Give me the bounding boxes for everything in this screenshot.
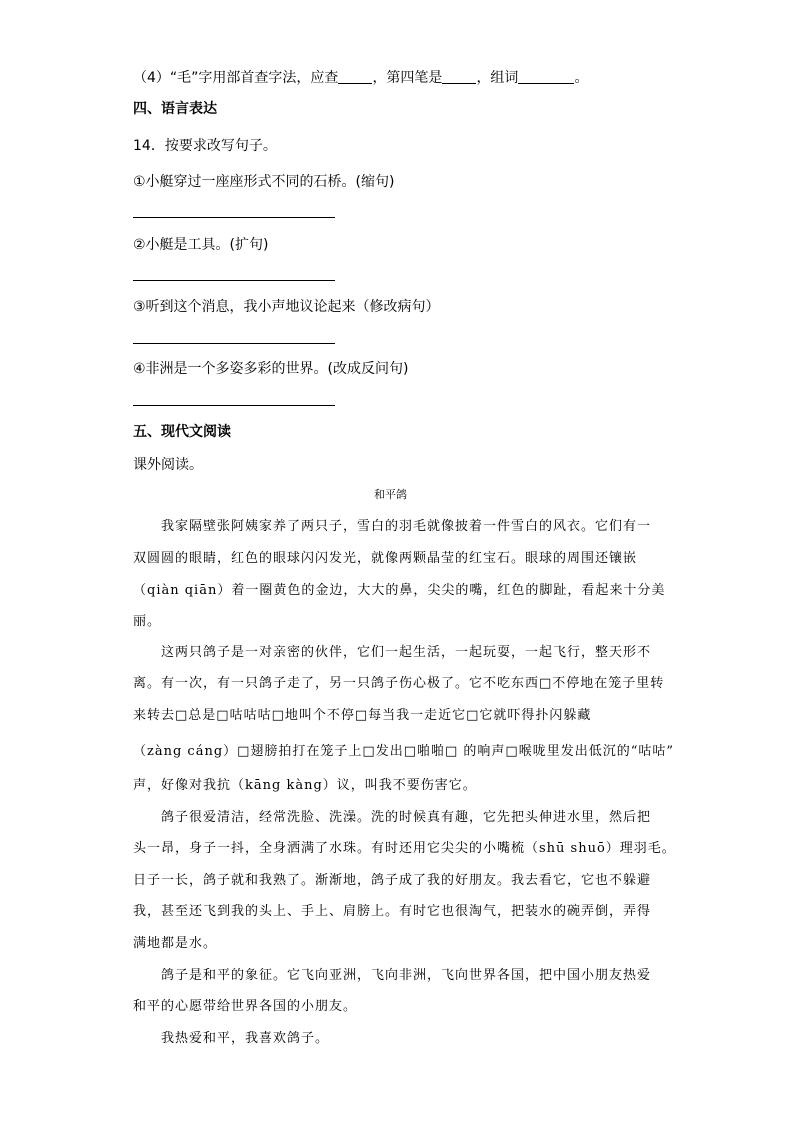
passage-line: 我，甚至还飞到我的头上、手上、肩膀上。有时它也很淘气，把装水的碗弄倒，弄得 [133, 904, 652, 919]
answer-blank-word[interactable] [518, 69, 574, 84]
passage-line: 满地都是水。 [133, 936, 218, 951]
passage-line: 我热爱和平，我喜欢鸽子。 [161, 1031, 330, 1046]
passage-line: 来转去□总是□咕咕咕□地叫个不停□每当我一走近它□它就吓得扑闪躲藏 [133, 708, 592, 723]
passage-line: 声，好像对我抗（kāng kàng）议，叫我不要伤害它。 [133, 778, 477, 793]
q14-item-1: ①小艇穿过一座座形式不同的石桥。(缩句) [133, 174, 395, 190]
passage-line: 这两只鸽子是一对亲密的伙伴，它们一起生活，一起玩耍，一起飞行，整天形不 [161, 645, 652, 660]
reading-intro: 课外阅读。 [133, 457, 203, 473]
passage-line: 鸽子很爱清洁，经常洗脸、洗澡。洗的时候真有趣，它先把头伸进水里，然后把 [161, 810, 652, 825]
question-text-part1: “毛”字用部首查字法，应查 [169, 70, 339, 86]
passage-line: 丽。 [133, 614, 162, 629]
passage-line: 离。有一次，有一只鸽子走了，另一只鸽子伤心极了。它不吃东西□不停地在笼子里转 [133, 676, 665, 691]
passage-line: 我家隔壁张阿姨家养了两只子，雪白的羽毛就像披着一件雪白的风衣。它们有一 [161, 519, 652, 534]
question-text-part3: ，组词 [476, 70, 519, 86]
answer-line-2[interactable] [133, 280, 335, 281]
question-text-end: 。 [574, 70, 589, 86]
passage-line: 日子一长，鸽子就和我熟了。渐渐地，鸽子成了我的好朋友。我去看它，它也不躲避 [133, 873, 652, 888]
q14-item-4: ④非洲是一个多姿多彩的世界。(改成反问句) [133, 361, 409, 377]
passage-line: （zàng cáng）□翅膀拍打在笼子上□发出□啪啪□ 的响声□喉咙里发出低沉的“咕咕” [133, 744, 674, 759]
answer-blank-fourth-stroke[interactable] [442, 69, 476, 84]
passage-line: 双圆圆的眼睛，红色的眼球闪闪发光，就像两颗晶莹的红宝石。眼球的周围还镶嵌 [133, 551, 638, 566]
question-14-stem: 14．按要求改写句子。 [133, 138, 277, 154]
answer-line-1[interactable] [133, 217, 335, 218]
section-heading-5: 五、现代文阅读 [133, 424, 231, 440]
passage-line: 鸽子是和平的象征。它飞向亚洲，飞向非洲，飞向世界各国，把中国小朋友热爱 [161, 968, 652, 983]
answer-line-3[interactable] [133, 343, 335, 344]
section-heading-4: 四、语言表达 [133, 101, 217, 117]
question-text-part2: ，第四笔是 [372, 70, 443, 86]
passage-line: （qiàn qiān）着一圈黄色的金边，大大的鼻，尖尖的嘴，红色的脚趾，看起来十分美 [133, 583, 666, 598]
answer-blank-radical[interactable] [338, 69, 372, 84]
q14-item-2: ②小艇是工具。(扩句) [133, 237, 269, 253]
passage-line: 和平的心愿带给世界各国的小朋友。 [133, 999, 358, 1014]
question-number: （4） [133, 70, 170, 86]
passage-line: 头一昂，身子一抖，全身洒满了水珠。有时还用它尖尖的小嘴梳（shū shuō）理羽毛。 [133, 841, 676, 856]
q14-item-3: ③听到这个消息，我小声地议论起来（修改病句） [133, 299, 440, 315]
question-13-4 [133, 67, 588, 87]
passage-title: 和平鸽 [374, 488, 407, 501]
answer-line-4[interactable] [133, 405, 335, 406]
